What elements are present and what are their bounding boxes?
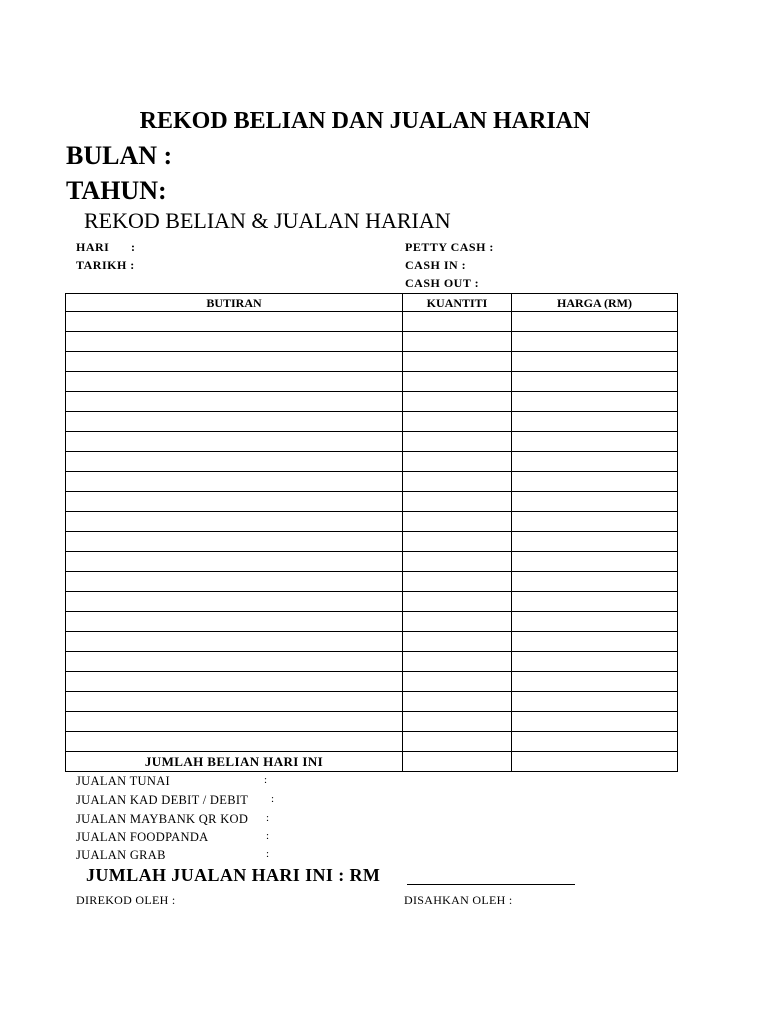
column-header-harga: HARGA (RM) bbox=[512, 294, 678, 312]
bulan-label: BULAN : bbox=[66, 141, 173, 170]
butiran-cell[interactable] bbox=[66, 512, 403, 532]
tarikh-label: TARIKH : bbox=[76, 258, 135, 272]
sales-debit-label: JUALAN KAD DEBIT / DEBIT bbox=[76, 793, 249, 807]
butiran-cell[interactable] bbox=[66, 592, 403, 612]
harga-cell[interactable] bbox=[512, 472, 678, 492]
kuantiti-cell[interactable] bbox=[403, 432, 512, 452]
kuantiti-cell[interactable] bbox=[403, 592, 512, 612]
total-price-cell[interactable] bbox=[512, 752, 678, 772]
kuantiti-cell[interactable] bbox=[403, 512, 512, 532]
total-sales-blank-line[interactable] bbox=[407, 884, 575, 885]
table-body bbox=[66, 312, 678, 752]
harga-cell[interactable] bbox=[512, 372, 678, 392]
kuantiti-cell[interactable] bbox=[403, 552, 512, 572]
butiran-cell[interactable] bbox=[66, 732, 403, 752]
kuantiti-cell[interactable] bbox=[403, 612, 512, 632]
harga-cell[interactable] bbox=[512, 572, 678, 592]
table-total-row bbox=[66, 752, 678, 772]
harga-cell[interactable] bbox=[512, 452, 678, 472]
harga-cell[interactable] bbox=[512, 392, 678, 412]
harga-cell[interactable] bbox=[512, 592, 678, 612]
table-row bbox=[66, 712, 678, 732]
harga-cell[interactable] bbox=[512, 612, 678, 632]
table-row bbox=[66, 432, 678, 452]
kuantiti-cell[interactable] bbox=[403, 392, 512, 412]
table-row bbox=[66, 632, 678, 652]
table-row bbox=[66, 592, 678, 612]
table-row bbox=[66, 672, 678, 692]
table-row bbox=[66, 352, 678, 372]
harga-cell[interactable] bbox=[512, 532, 678, 552]
kuantiti-cell[interactable] bbox=[403, 312, 512, 332]
butiran-cell[interactable] bbox=[66, 352, 403, 372]
table-row bbox=[66, 732, 678, 752]
sales-foodpanda-colon: : bbox=[266, 830, 270, 842]
table-row bbox=[66, 392, 678, 412]
cash-in-label: CASH IN : bbox=[405, 258, 467, 272]
butiran-cell[interactable] bbox=[66, 452, 403, 472]
butiran-cell[interactable] bbox=[66, 672, 403, 692]
table-row bbox=[66, 532, 678, 552]
kuantiti-cell[interactable] bbox=[403, 452, 512, 472]
kuantiti-cell[interactable] bbox=[403, 572, 512, 592]
butiran-cell[interactable] bbox=[66, 432, 403, 452]
butiran-cell[interactable] bbox=[66, 332, 403, 352]
butiran-cell[interactable] bbox=[66, 372, 403, 392]
harga-cell[interactable] bbox=[512, 332, 678, 352]
butiran-cell[interactable] bbox=[66, 632, 403, 652]
kuantiti-cell[interactable] bbox=[403, 412, 512, 432]
harga-cell[interactable] bbox=[512, 412, 678, 432]
table-row bbox=[66, 612, 678, 632]
sales-grab-label: JUALAN GRAB bbox=[76, 848, 166, 862]
sales-foodpanda-label: JUALAN FOODPANDA bbox=[76, 830, 209, 844]
table-row bbox=[66, 512, 678, 532]
sales-debit-colon: : bbox=[271, 793, 275, 805]
table-row bbox=[66, 692, 678, 712]
column-header-butiran: BUTIRAN bbox=[66, 294, 403, 312]
butiran-cell[interactable] bbox=[66, 572, 403, 592]
recorded-by-label: DIREKOD OLEH : bbox=[76, 893, 176, 907]
harga-cell[interactable] bbox=[512, 492, 678, 512]
kuantiti-cell[interactable] bbox=[403, 352, 512, 372]
kuantiti-cell[interactable] bbox=[403, 732, 512, 752]
butiran-cell[interactable] bbox=[66, 532, 403, 552]
approved-by-label: DISAHKAN OLEH : bbox=[404, 893, 513, 907]
kuantiti-cell[interactable] bbox=[403, 372, 512, 392]
butiran-cell[interactable] bbox=[66, 492, 403, 512]
total-sales-label: JUMLAH JUALAN HARI INI : RM bbox=[86, 865, 381, 885]
butiran-cell[interactable] bbox=[66, 692, 403, 712]
total-purchase-label: JUMLAH BELIAN HARI INI bbox=[66, 752, 403, 772]
hari-label: HARI bbox=[76, 240, 110, 254]
harga-cell[interactable] bbox=[512, 732, 678, 752]
petty-cash-label: PETTY CASH : bbox=[405, 240, 494, 254]
table-row bbox=[66, 452, 678, 472]
table-row bbox=[66, 312, 678, 332]
purchase-table bbox=[65, 293, 678, 772]
table-row bbox=[66, 492, 678, 512]
sales-tunai-colon: : bbox=[264, 774, 268, 786]
kuantiti-cell[interactable] bbox=[403, 532, 512, 552]
kuantiti-cell[interactable] bbox=[403, 492, 512, 512]
harga-cell[interactable] bbox=[512, 632, 678, 652]
kuantiti-cell[interactable] bbox=[403, 632, 512, 652]
table-row bbox=[66, 552, 678, 572]
butiran-cell[interactable] bbox=[66, 472, 403, 492]
table-row bbox=[66, 572, 678, 592]
sales-maybank-colon: : bbox=[266, 812, 270, 824]
table-row bbox=[66, 652, 678, 672]
butiran-cell[interactable] bbox=[66, 412, 403, 432]
column-header-kuantiti: KUANTITI bbox=[403, 294, 512, 312]
kuantiti-cell[interactable] bbox=[403, 672, 512, 692]
table-row bbox=[66, 472, 678, 492]
hari-colon: : bbox=[131, 240, 136, 254]
kuantiti-cell[interactable] bbox=[403, 332, 512, 352]
harga-cell[interactable] bbox=[512, 552, 678, 572]
kuantiti-cell[interactable] bbox=[403, 652, 512, 672]
butiran-cell[interactable] bbox=[66, 552, 403, 572]
harga-cell[interactable] bbox=[512, 432, 678, 452]
harga-cell[interactable] bbox=[512, 672, 678, 692]
butiran-cell[interactable] bbox=[66, 712, 403, 732]
butiran-cell[interactable] bbox=[66, 312, 403, 332]
table-row bbox=[66, 412, 678, 432]
sub-title: REKOD BELIAN & JUALAN HARIAN bbox=[84, 208, 451, 233]
main-title: REKOD BELIAN DAN JUALAN HARIAN bbox=[139, 108, 591, 134]
harga-cell[interactable] bbox=[512, 512, 678, 532]
tahun-label: TAHUN: bbox=[66, 176, 167, 205]
table-row bbox=[66, 332, 678, 352]
harga-cell[interactable] bbox=[512, 312, 678, 332]
butiran-cell[interactable] bbox=[66, 392, 403, 412]
butiran-cell[interactable] bbox=[66, 612, 403, 632]
harga-cell[interactable] bbox=[512, 712, 678, 732]
table-row bbox=[66, 372, 678, 392]
total-quantity-cell[interactable] bbox=[403, 752, 512, 772]
cash-out-label: CASH OUT : bbox=[405, 276, 480, 290]
harga-cell[interactable] bbox=[512, 692, 678, 712]
harga-cell[interactable] bbox=[512, 652, 678, 672]
kuantiti-cell[interactable] bbox=[403, 692, 512, 712]
harga-cell[interactable] bbox=[512, 352, 678, 372]
sales-grab-colon: : bbox=[266, 848, 270, 860]
kuantiti-cell[interactable] bbox=[403, 712, 512, 732]
sales-maybank-label: JUALAN MAYBANK QR KOD bbox=[76, 812, 249, 826]
sales-tunai-label: JUALAN TUNAI bbox=[76, 774, 170, 788]
kuantiti-cell[interactable] bbox=[403, 472, 512, 492]
butiran-cell[interactable] bbox=[66, 652, 403, 672]
table-header-row bbox=[66, 294, 678, 312]
